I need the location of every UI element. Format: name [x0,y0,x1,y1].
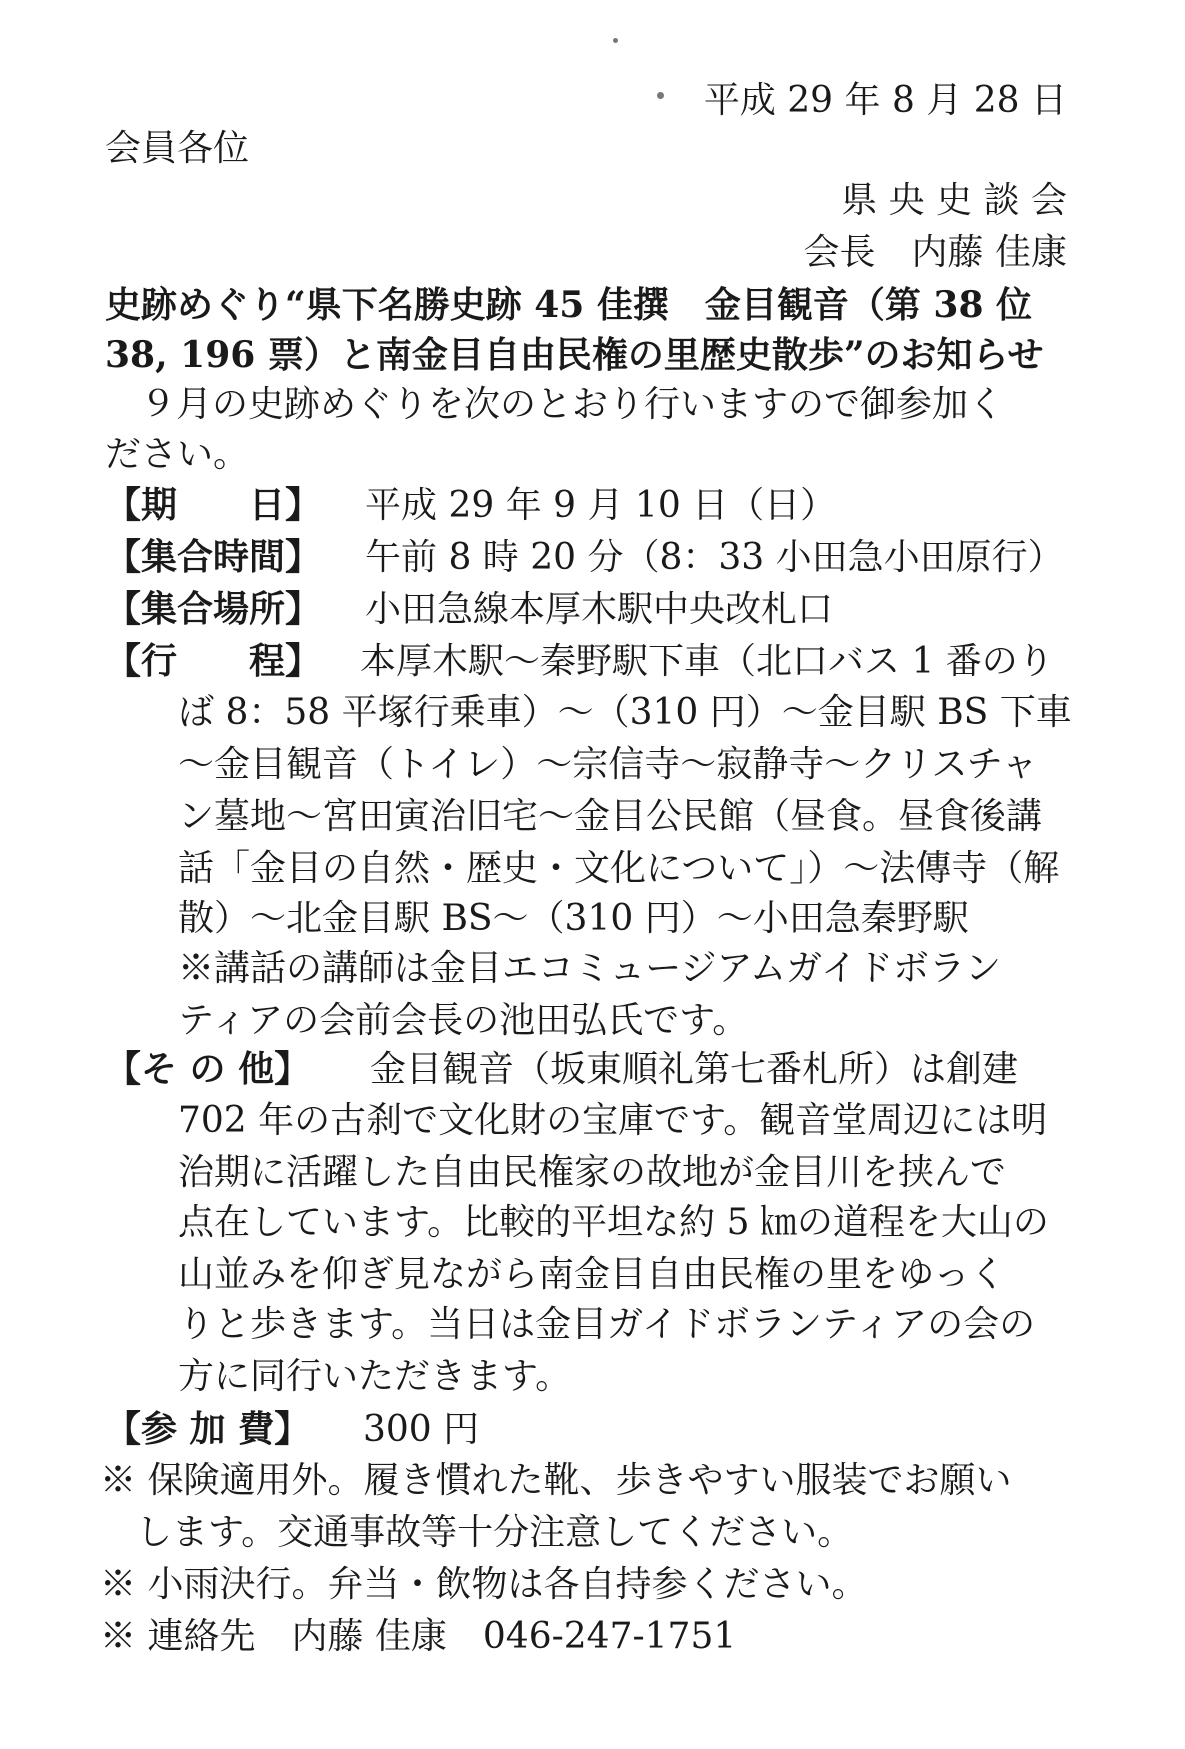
other-line: 治期に活躍した自由民権家の故地が金目川を挟んで [178,1152,1007,1193]
fee-label: 【参 加 費】 [105,1408,311,1450]
other-row [105,1044,1018,1095]
other-line: りと歩きます。当日は金目ガイドボランティアの会の [178,1304,1036,1345]
page-title-line-1: 史跡めぐり“県下名勝史跡 45 佳撰 金目観音（第 38 位 [105,284,1033,326]
route-row [105,636,1054,687]
note-line: します。交通事故等十分注意してください。 [100,1512,854,1553]
place-row [105,584,833,635]
date-label: 【期 日】 [105,484,322,526]
organization-name: 県 央 史 談 会 [841,180,1067,221]
route-label: 【行 程】 [105,640,322,682]
fee-row [105,1404,479,1455]
page-title-line-2: 38, 196 票）と南金目自由民権の里歴史散歩”のお知らせ [105,334,1044,376]
contact-line: ※ 連絡先 内藤 佳康 046-247-1751 [100,1616,737,1657]
route-line: 話「金目の自然・歴史・文化について」）～法傳寺（解 [178,848,1060,889]
note-line: ※ 小雨決行。弁当・飲物は各自持参ください。 [100,1564,868,1605]
route-line: ば 8：58 平塚行乗車）～（310 円）～金目駅 BS 下車 [178,692,1072,733]
route-note-line: ※講話の講師は金目エコミュージアムガイドボラン [178,948,1001,989]
note-line: ※ 保険適用外。履き慣れた靴、歩きやすい服装でお願い [100,1460,1012,1501]
other-line: 山並みを仰ぎ見ながら南金目自由民権の里をゆっく [178,1254,1006,1295]
other-line: 702 年の古刹で文化財の宝庫です。観音堂周辺には明 [178,1100,1048,1141]
intro-line-2: ださい。 [105,434,250,475]
addressee: 会員各位 [105,128,250,169]
other-line: 点在しています。比較的平坦な約 5 ㎞の道程を大山の [178,1202,1049,1243]
other-line: 金目観音（坂東順礼第七番札所）は創建 [370,1049,1019,1090]
route-line: ～金目観音（トイレ）～宗信寺～寂静寺～クリスチャ [178,744,1038,785]
route-note-line: ティアの会前会長の池田弘氏です。 [178,1000,749,1041]
date-row [105,480,836,531]
intro-line-1: ９月の史跡めぐりを次のとおり行いますので御参加く [140,384,1005,425]
other-label: 【そ の 他】 [105,1048,311,1090]
fee-value: 300 円 [363,1409,480,1450]
place-label: 【集合場所】 [105,588,322,630]
scan-speck [613,38,618,43]
time-value: 午前 8 時 20 分（8：33 小田急小田原行） [365,537,1064,578]
date-value: 平成 29 年 9 月 10 日（日） [365,485,837,526]
document-date: 平成 29 年 8 月 28 日 [703,80,1067,121]
route-line: 散）～北金目駅 BS～（310 円）～小田急秦野駅 [178,898,969,939]
time-label: 【集合時間】 [105,536,322,578]
scan-speck [657,92,664,99]
place-value: 小田急線本厚木駅中央改札口 [365,589,834,630]
other-line: 方に同行いただきます。 [178,1356,572,1397]
president-name: 会長 内藤 佳康 [803,232,1067,273]
route-line: 本厚木駅～秦野駅下車（北口バス 1 番のり [360,641,1054,682]
route-line: ン墓地～宮田寅治旧宅～金目公民館（昼食。昼食後講 [178,796,1043,837]
time-row [105,532,1064,583]
